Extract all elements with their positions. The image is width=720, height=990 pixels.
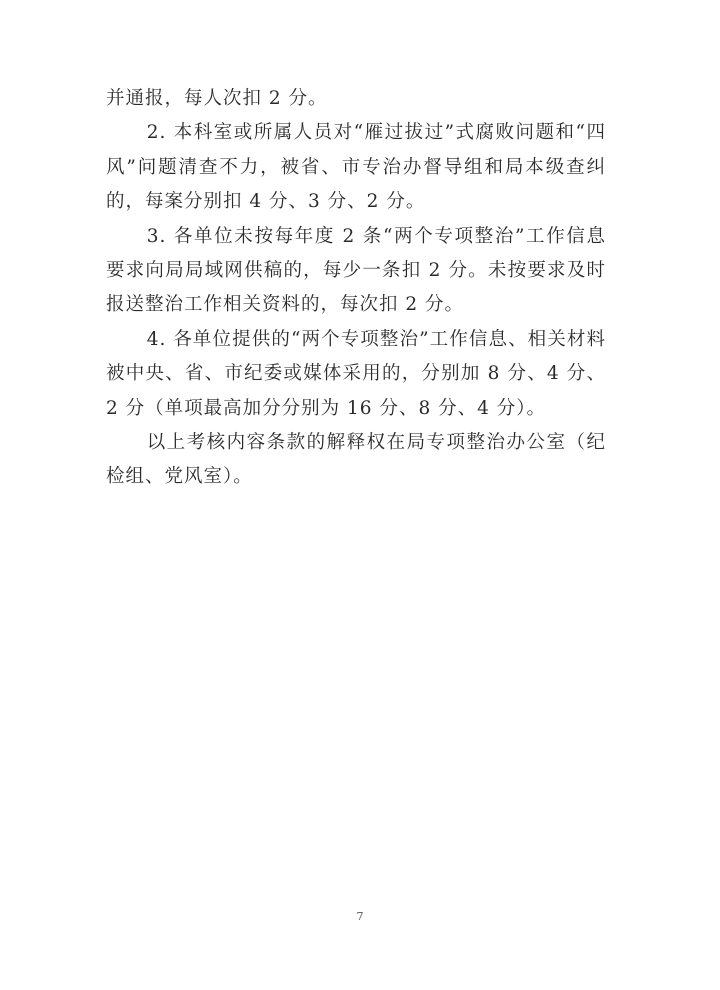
document-body — [106, 82, 606, 495]
paragraph-item-3: 3. 各单位未按每年度 2 条“两个专项整治”工作信息要求向局局域网供稿的，每少一条扣 2 分。未按要求及时报送整治工作相关资料的，每次扣 2 分。 — [106, 225, 606, 316]
paragraph-item-4: 4. 各单位提供的“两个专项整治”工作信息、相关材料被中央、省、市纪委或媒体采用的，分别加 8 分、4 分、2 分（单项最高加分分别为 16 分、8 分、4 分）。 — [106, 328, 606, 419]
paragraph-interpretation: 以上考核内容条款的解释权在局专项整治办公室（纪检组、党风室）。 — [106, 432, 606, 488]
paragraph-continuation: 并通报，每人次扣 2 分。 — [106, 88, 328, 109]
paragraph-item-2: 2. 本科室或所属人员对“雁过拔过”式腐败问题和“四风”问题清查不力，被省、市专治办督导组和局本级查纠的，每案分别扣 4 分、3 分、2 分。 — [106, 122, 606, 213]
page-number: 7 — [356, 910, 364, 923]
